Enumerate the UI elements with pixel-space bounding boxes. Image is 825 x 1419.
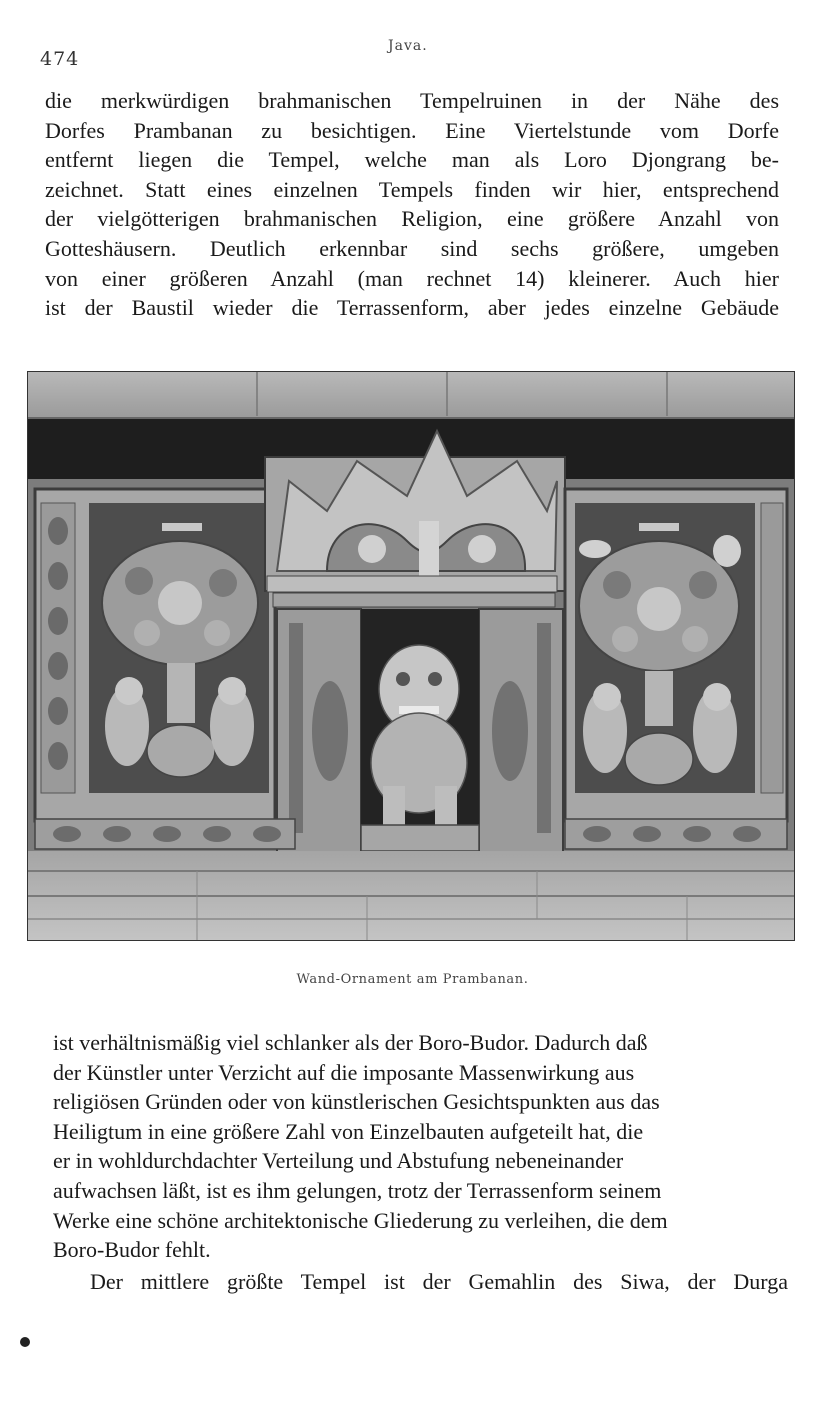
relief-illustration — [27, 371, 795, 941]
figure-caption: Wand-Ornament am Prambanan. — [296, 972, 529, 987]
body-text-bottom — [53, 1028, 788, 1265]
text-line: der vielgötterigen brahmanischen Religion, eine größere Anzahl von — [45, 206, 779, 232]
text-line: ist der Baustil wieder die Terrassenform, aber jedes einzelne Gebäude — [45, 295, 779, 321]
text-line: Gotteshäusern. Deutlich erkennbar sind sechs größere, umgeben — [45, 235, 779, 261]
running-head: Java. — [388, 38, 428, 54]
page-number: 474 — [40, 48, 80, 70]
text-line: von einer größeren Anzahl (man rechnet 14) kleinerer. Auch hier — [45, 265, 779, 291]
text-line: ist verhältnismäßig viel schlanker als der Boro-Budor. Dadurch daß — [53, 1030, 648, 1055]
text-line: zeichnet. Statt eines einzelnen Tempels finden wir hier, entsprechend — [45, 176, 779, 202]
text-line: Boro-Budor fehlt. — [53, 1237, 211, 1263]
text-line: Heiligtum in eine größere Zahl von Einzelbauten aufgeteilt hat, die — [53, 1118, 644, 1144]
body-text-top — [45, 86, 779, 323]
next-paragraph: Der mittlere größte Tempel ist der Gemahlin des Siwa, der Durga — [90, 1269, 788, 1294]
text-line: entfernt liegen die Tempel, welche man als Loro Djongrang be- — [45, 147, 779, 173]
text-line: der Künstler unter Verzicht auf die imposante Massenwirkung aus — [53, 1059, 635, 1085]
text-line: er in wohldurchdachter Verteilung und Abstufung nebeneinander — [53, 1148, 624, 1174]
ink-speck — [20, 1337, 30, 1347]
text-line: aufwachsen läßt, ist es ihm gelungen, trotz der Terrassenform seinem — [53, 1177, 662, 1203]
wall-ornament-photo — [27, 371, 795, 941]
text-line: die merkwürdigen brahmanischen Tempelruinen in der Nähe des — [45, 88, 779, 113]
text-line: Werke eine schöne architektonische Gliederung zu verleihen, die dem — [53, 1207, 668, 1233]
text-line: religiösen Gründen oder von künstlerischen Gesichtspunkten aus das — [53, 1089, 660, 1115]
text-line: Dorfes Prambanan zu besichtigen. Eine Viertelstunde vom Dorfe — [45, 117, 779, 143]
